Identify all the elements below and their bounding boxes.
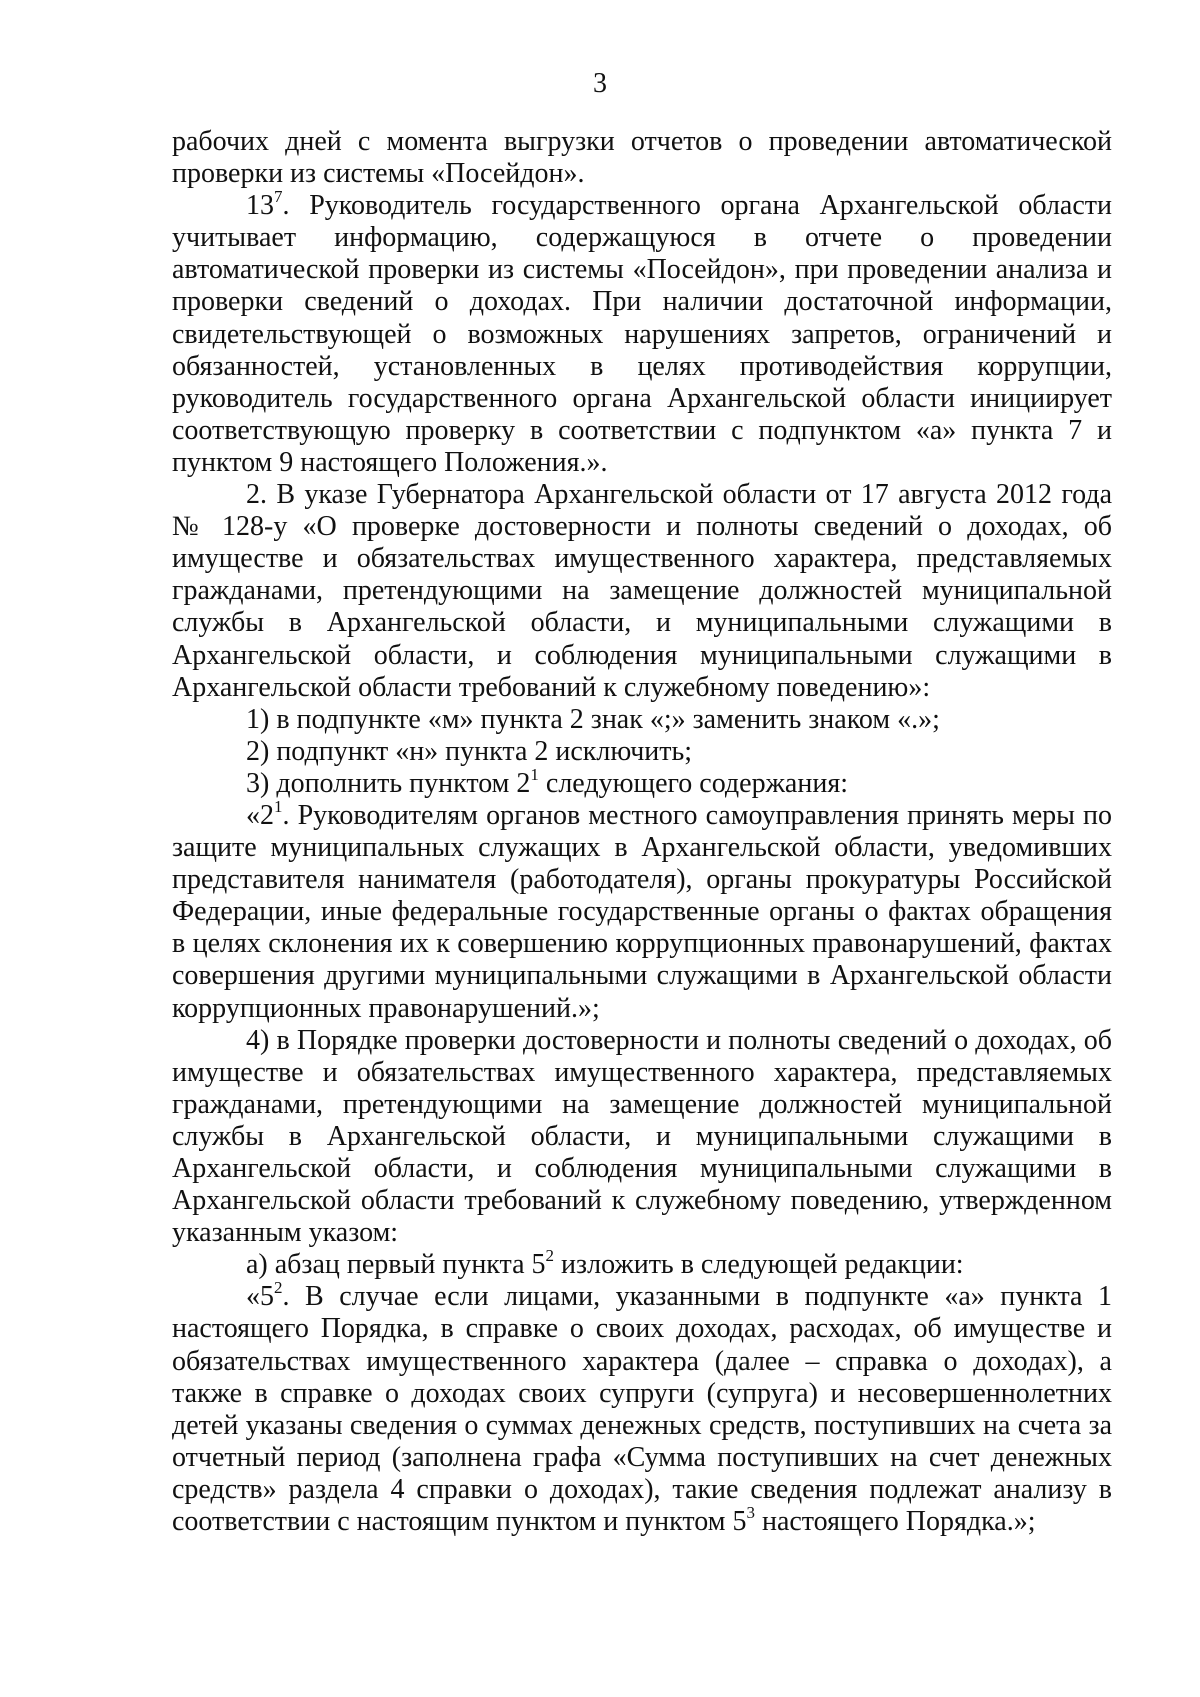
paragraph-text: . Руководителям органов местного самоуправления принять меры по защите муниципальных служащих в Архангельской области, уведомивших представителя нанимателя (работодателя), органы прокуратуры Российской Федерации, иные федеральные государственные органы о фактах обращения в целях склонения их к совершению коррупционных правонарушений, фактах совершения другими муниципальными служащими в Архангельской области коррупционных правонарушений.»; [172, 799, 1112, 1024]
superscript-index: 2 [274, 1278, 283, 1298]
paragraph-text: изложить в следующей редакции: [554, 1249, 964, 1281]
superscript-index: 2 [545, 1245, 555, 1265]
paragraph-text: 13 [246, 190, 274, 222]
superscript-index: 1 [274, 796, 283, 816]
paragraph [172, 736, 1112, 768]
paragraph-text: настоящего Порядка.»; [754, 1506, 1036, 1538]
document-body [172, 126, 1112, 1538]
page-number: 3 [593, 68, 607, 99]
paragraph [172, 764, 1112, 800]
superscript-index: 7 [274, 186, 283, 206]
paragraph-text: 2. В указе Губернатора Архангельской области от 17 августа 2012 года № 128-у «О проверке достоверности и полноты сведений о доходах, об имуществе и обязательствах имущественного характера, представляемых гражданами, претендующими на замещение должностей муниципальной службы в Архангельской области, и муниципальными служащими в Архангельской области, и соблюдения муниципальными служащими в Архангельской области требований к служебному поведению»: [172, 479, 1112, 703]
paragraph [172, 1025, 1112, 1250]
paragraph-text: «2 [246, 799, 274, 831]
paragraph-text: «5 [246, 1281, 274, 1313]
paragraph [172, 1278, 1112, 1538]
paragraph [172, 1245, 1112, 1281]
paragraph-text: 4) в Порядке проверки достоверности и полноты сведений о доходах, об имуществе и обязательствах имущественного характера, представляемых гражданами, претендующими на замещение должностей муниципальной службы в Архангельской области, и муниципальными служащими в Архангельской области, и соблюдения муниципальными служащими в Архангельской области требований к служебному поведению, утвержденном указанным указом: [172, 1024, 1112, 1249]
paragraph-text: рабочих дней с момента выгрузки отчетов о проведении автоматической проверки из системы «Посейдон». [172, 126, 1112, 190]
paragraph [172, 186, 1112, 479]
paragraph-text: а) абзац первый пункта 5 [246, 1249, 546, 1281]
superscript-index: 1 [530, 764, 539, 784]
paragraph [172, 479, 1112, 704]
paragraph-text: 3) дополнить пунктом 2 [246, 767, 531, 799]
paragraph-text: . В случае если лицами, указанными в подпункте «а» пункта 1 настоящего Порядка, в справке о своих доходах, расходах, об имуществе и обязательствах имущественного характера (далее – справка о доходах), а также в справке о доходах своих супруги (супруга) и несовершеннолетних детей указаны сведения о суммах денежных средств, поступивших на счета за отчетный период (заполнена графа «Сумма поступивших на счет денежных средств» раздела 4 справки о доходах), такие сведения подлежат анализу в соответствии с настоящим пунктом и пунктом 5 [172, 1281, 1112, 1538]
paragraph-text: 2) подпункт «н» пункта 2 исключить; [246, 735, 693, 767]
paragraph [172, 704, 1112, 736]
paragraph [172, 126, 1112, 190]
paragraph-text: 1) в подпункте «м» пункта 2 знак «;» заменить знаком «.»; [246, 703, 940, 735]
paragraph-text: следующего содержания: [538, 767, 848, 799]
paragraph [172, 796, 1112, 1025]
superscript-index: 3 [746, 1502, 755, 1522]
paragraph-text: . Руководитель государственного органа Архангельской области учитывает информацию, содержащуюся в отчете о проведении автоматической проверки из системы «Посейдон», при проведении анализа и проверки сведений о доходах. При наличии достаточной информации, свидетельствующей о возможных нарушениях запретов, ограничений и обязанностей, установленных в целях противодействия коррупции, руководитель государственного органа Архангельской области инициирует соответствующую проверку в соответствии с подпунктом «а» пункта 7 и пунктом 9 настоящего Положения.». [172, 190, 1112, 478]
